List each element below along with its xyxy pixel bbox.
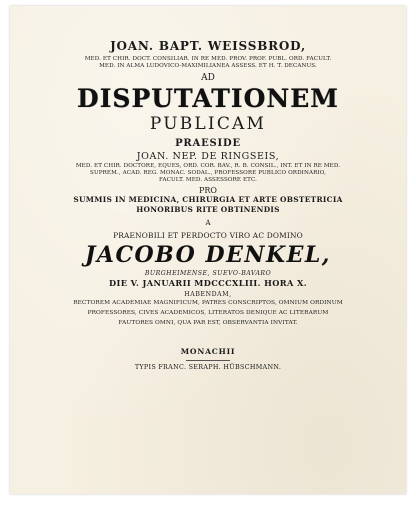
praeses-titles-line-1: MED. ET CHIR. DOCTORE, EQUES, ORD. COR. BAV., R. B. CONSIL., INT. ET IN RE MED. xyxy=(75,162,341,169)
imprint-place: MONACHII xyxy=(180,346,236,356)
candidate-origin: BURGHEIMENSE, SUEVO-BAVARO xyxy=(144,269,272,277)
candidate-name: JACOBO DENKEL, xyxy=(85,241,331,268)
disputation-date: DIE V. JANUARII MDCCCXLIII. HORA X. xyxy=(109,277,307,288)
title-sub: PUBLICAM xyxy=(149,113,267,134)
invitation-line-2: PROFESSORES, CIVES ACADEMICOS, LITERATOS DENIQUE AC LITERARUM xyxy=(87,310,329,317)
habendam-word: HABENDAM, xyxy=(184,291,232,299)
praeside-label: PRAESIDE xyxy=(175,138,241,150)
praeses-titles-line-3: FACULT. MED. ASSESSORE ETC. xyxy=(158,176,258,183)
author-titles-line-1: MED. ET CHIR. DOCT. CONSILIAR. IN RE MED. PROV. PROF. PUBL. ORD. FACULT. xyxy=(84,55,332,62)
ad-word: AD xyxy=(201,72,215,83)
imprint-printer: TYPIS FRANC. SERAPH. HÜBSCHMANN. xyxy=(134,362,282,371)
author-name: JOAN. BAPT. WEISSBROD, xyxy=(110,39,306,53)
pro-word: PRO xyxy=(199,185,217,195)
title-main: DISPUTATIONEM xyxy=(77,84,339,114)
praeses-titles-line-2: SUPREM., ACAD. REG. MONAC. SODAL., PROFESSORE PUBLICO ORDINARIO, xyxy=(90,169,326,176)
purpose-line-1: SUMMIS IN MEDICINA, CHIRURGIA ET ARTE OBSTETRICIA xyxy=(73,194,343,204)
invitation-line-1: RECTOREM ACADEMIAE MAGNIFICUM, PATRES CONSCRIPTOS, OMNIUM ORDINUM xyxy=(73,300,343,307)
imprint-rule xyxy=(186,360,230,361)
author-titles-line-2: MED. IN ALMA LUDOVICO-MAXIMILIANEA ASSESS. ET H. T. DECANUS. xyxy=(99,62,317,69)
praenobili-line: PRAENOBILI ET PERDOCTO VIRO AC DOMINO xyxy=(113,230,303,240)
document-page xyxy=(10,6,406,494)
praeses-name: JOAN. NEP. DE RINGSEIS, xyxy=(136,150,280,162)
invitation-line-3: FAUTORES OMNI, QUA PAR EST, OBSERVANTIA INVITAT. xyxy=(118,320,298,327)
a-word: A xyxy=(205,218,211,227)
purpose-line-2: HONORIBUS RITE OBTINENDIS xyxy=(136,204,280,214)
